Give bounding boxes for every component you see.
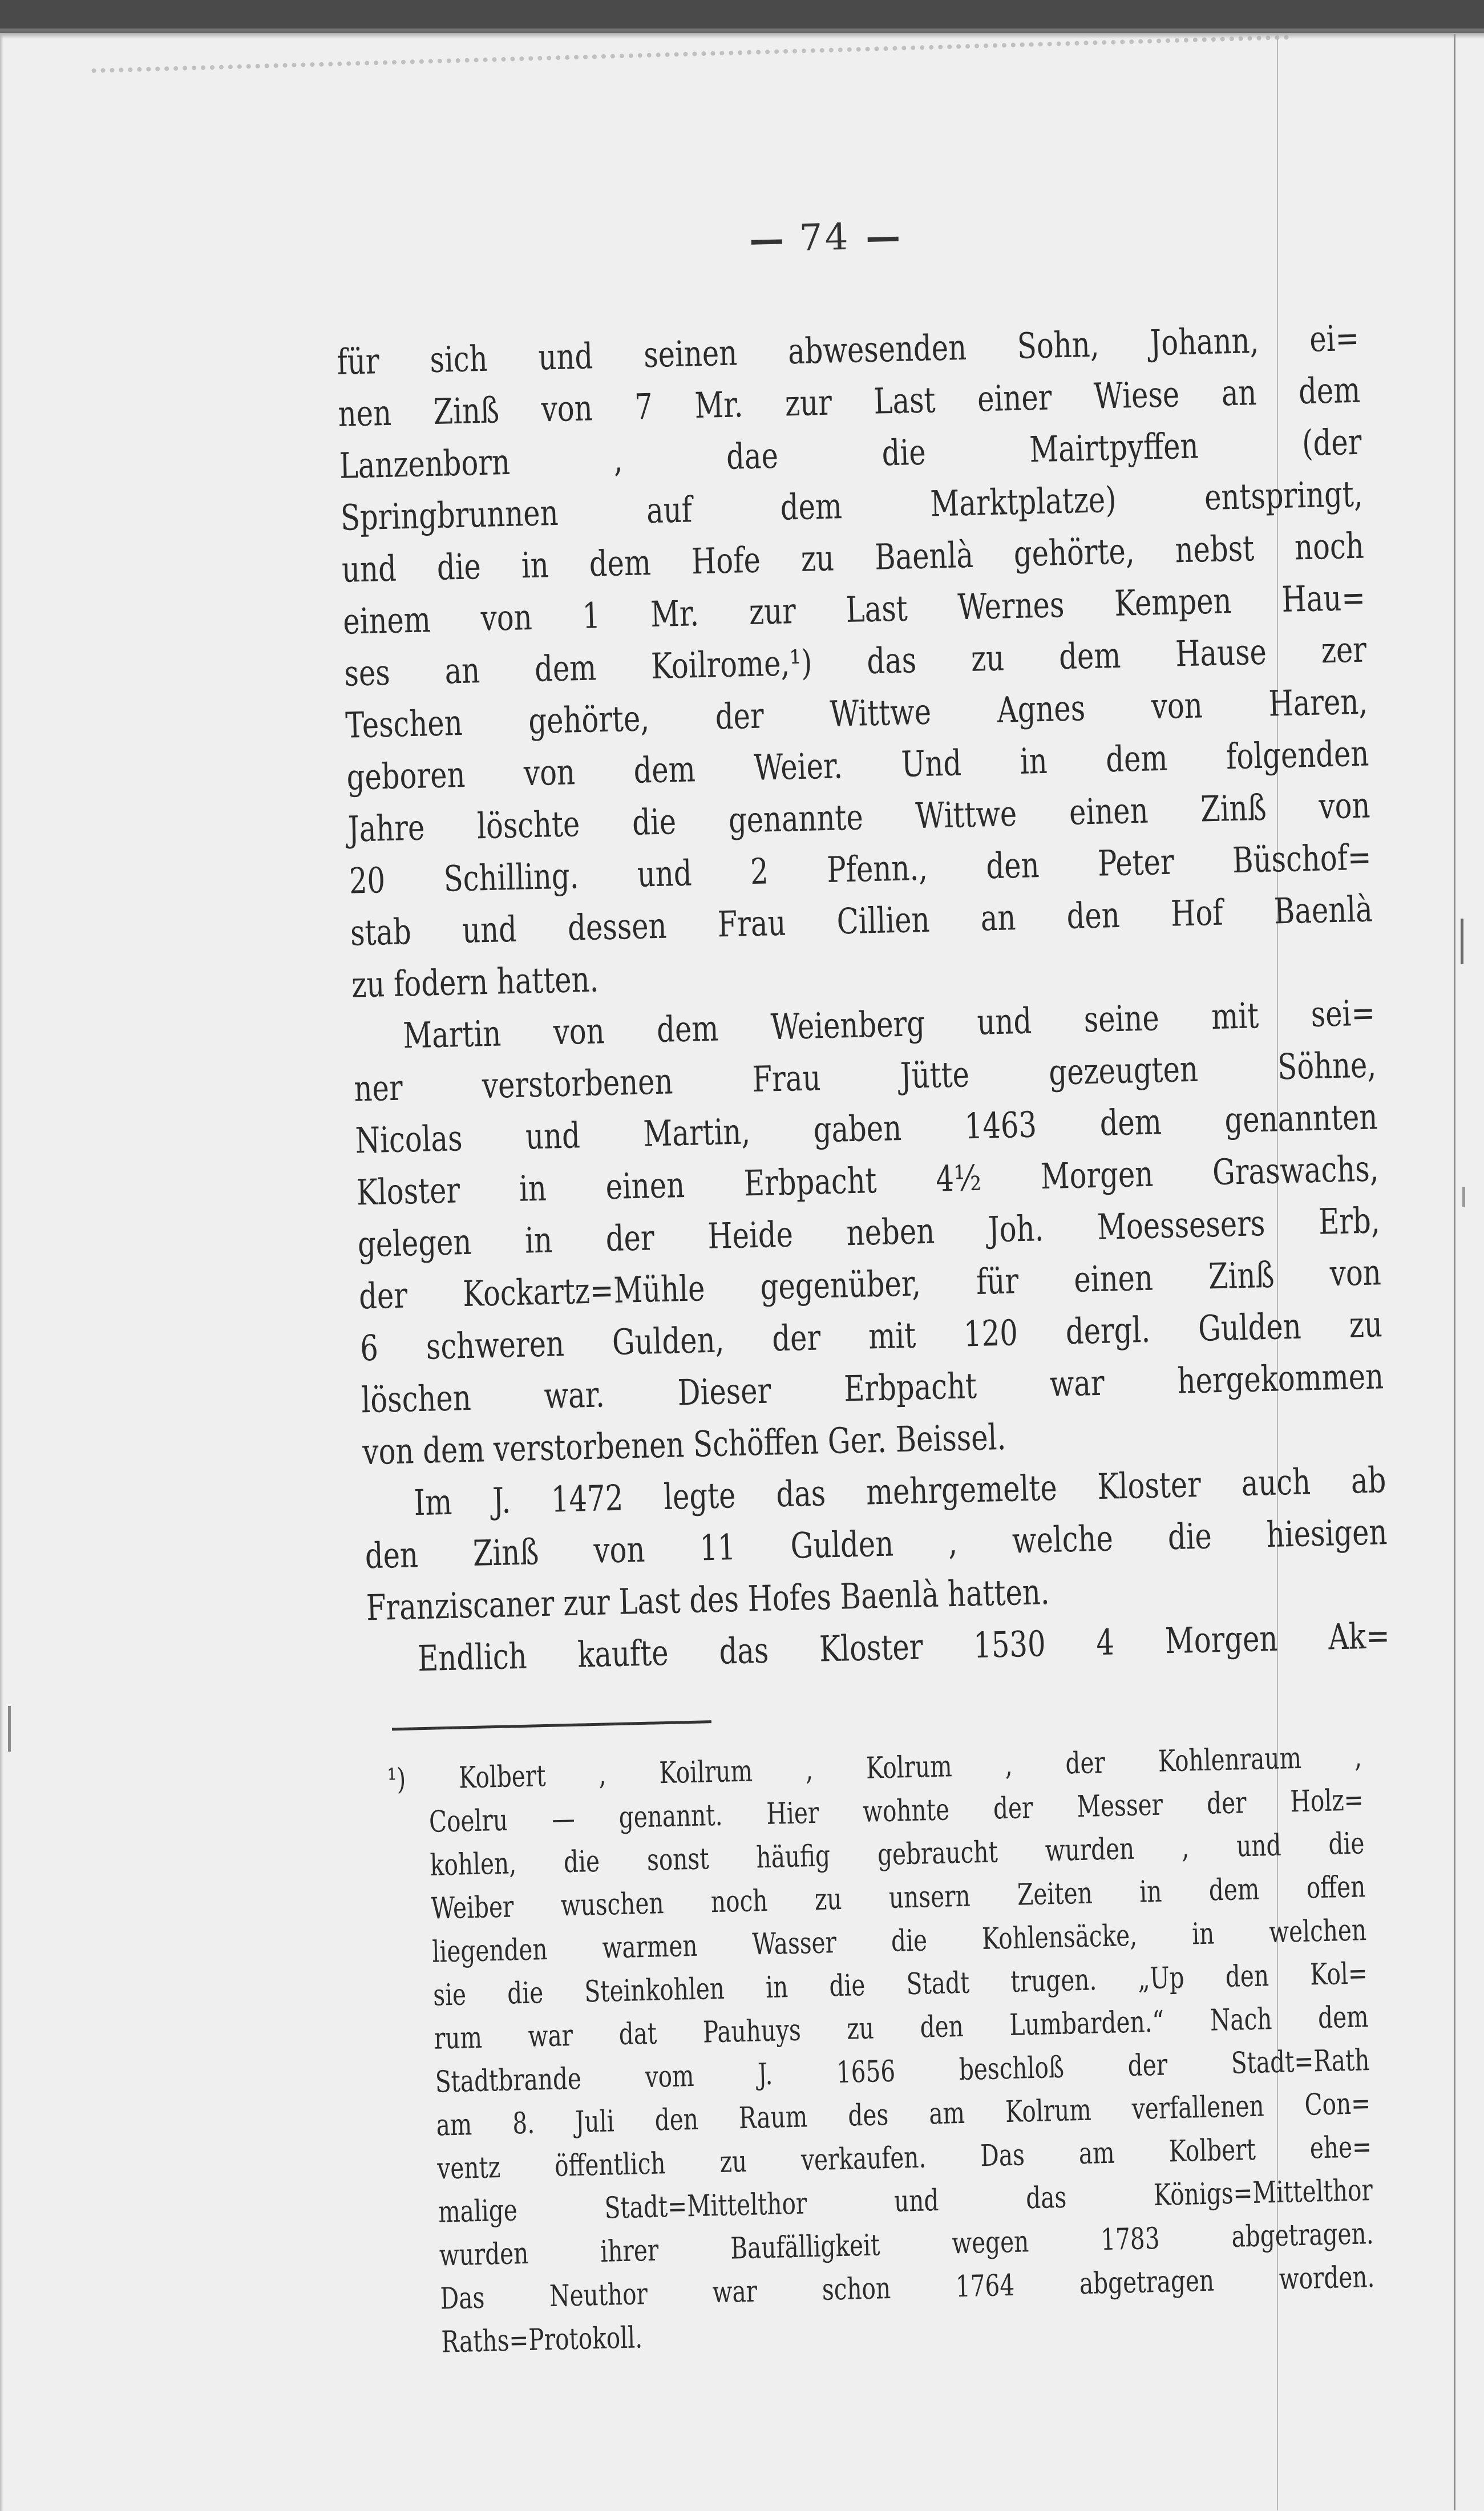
text-line: 6 schweren Gulden, der mit 120 dergl. Gulden zu [359, 1303, 1383, 1369]
text-line: Kloster in einen Erbpacht 4½ Morgen Graswachs, [355, 1147, 1380, 1214]
text-line: ner verstorbenen Frau Jütte gezeugten Söhne, [353, 1044, 1377, 1110]
text-line: Endlich kaufte das Kloster 1530 4 Morgen Ak= [417, 1615, 1390, 1680]
text-line: einem von 1 Mr. zur Last Wernes Kempen Hau= [342, 576, 1366, 642]
text-line: gelegen in der Heide neben Joh. Moessesers Erb, [357, 1199, 1381, 1265]
footnote-line: Weiber wuschen noch zu unsern Zeiten in dem offen [430, 1870, 1366, 1926]
page-left-edge [0, 34, 3, 2511]
text-line: ses an dem Koilrome,¹) das zu dem Hause zer [343, 628, 1367, 694]
footnote-line: kohlen, die sonst häufig gebraucht wurden , und die [430, 1826, 1365, 1883]
page-number [294, 204, 1356, 272]
text-line: den Zinß von 11 Gulden , welche die hiesigen [364, 1511, 1388, 1577]
footnote [387, 1734, 1405, 2364]
text-line: für sich und seinen abwesenden Sohn, Johann, ei= [336, 317, 1360, 383]
footnote-line: Coelru — genannt. Hier wohnte der Messer der Holz= [428, 1783, 1364, 1839]
text-line: Springbrunnen auf dem Marktplatze) entspringt, [340, 472, 1364, 539]
text-line: Im J. 1472 legte das mehrgemelte Kloster auch ab [413, 1459, 1387, 1524]
text-line: der Kockartz=Mühle gegenüber, für einen Zinß von [358, 1251, 1382, 1317]
text-line: Martin von dem Weienberg und seine mit sei= [402, 992, 1376, 1057]
text-line: zu fodern hatten. [351, 958, 600, 1006]
footnote-line: Raths=Protokoll. [440, 2320, 643, 2360]
footnote-text: Kolbert , Koilrum , Kolrum , der Kohlenraum , [458, 1740, 1362, 1796]
text-line: Teschen gehörte, der Wittwe Agnes von Haren, [345, 680, 1368, 746]
text-line: Franziscaner zur Last des Hofes Baenlà hatten. [366, 1571, 1050, 1629]
footnote-line: wurden ihrer Baufälligkeit wegen 1783 abgetragen. [439, 2217, 1374, 2273]
text-line: Nicolas und Martin, gaben 1463 dem genannten [354, 1095, 1378, 1162]
footnote-line: malige Stadt=Mittelthor und das Königs=Mittelthor [438, 2173, 1373, 2230]
dash-decoration [751, 239, 782, 244]
footnote-line: Das Neuthor war schon 1764 abgetragen worden. [440, 2260, 1376, 2316]
footnote-line: Stadtbrande vom J. 1656 beschloß der Stadt=Rath [435, 2043, 1370, 2100]
text-line: stab und dessen Frau Cillien an den Hof Baenlà [350, 888, 1373, 954]
text-line: nen Zinß von 7 Mr. zur Last einer Wiese an dem [337, 369, 1361, 435]
footnote-marker: ¹) [387, 1762, 406, 1797]
footnote-line: rum war dat Pauhuys zu den Lumbarden.“ Nach dem [434, 2000, 1369, 2056]
text-line: Jahre löschte die genannte Wittwe einen Zinß von [347, 784, 1371, 850]
footnote-line: sie die Steinkohlen in die Stadt trugen. „Up den Kol= [432, 1956, 1368, 2013]
footnote-separator [392, 1720, 711, 1730]
dash-decoration [867, 236, 898, 241]
footnote-line: liegenden warmen Wasser die Kohlensäcke, in welchen [431, 1913, 1367, 1970]
text-line: von dem verstorbenen Schöffen Ger. Beissel. [362, 1416, 1006, 1473]
text-line: geboren von dem Weier. Und in dem folgenden [346, 732, 1370, 798]
footnote-line: am 8. Juli den Raum des am Kolrum verfallenen Con= [435, 2087, 1371, 2143]
page-number-value: 74 [799, 216, 851, 260]
body-text [336, 312, 1389, 1686]
text-line: löschen war. Dieser Erbpacht war hergekommen [361, 1355, 1384, 1421]
page-content [334, 204, 1405, 2366]
footnote-line: ventz öffentlich zu verkaufen. Das am Kolbert ehe= [436, 2130, 1372, 2186]
margin-mark [8, 1706, 11, 1752]
margin-mark [1461, 919, 1463, 964]
margin-mark [1462, 1187, 1465, 1207]
text-line: Lanzenborn , dae die Mairtpyffen (der [338, 420, 1362, 487]
page-right-edge [1454, 34, 1455, 2510]
text-line: und die in dem Hofe zu Baenlà gehörte, nebst noch [341, 524, 1365, 591]
text-line: 20 Schilling. und 2 Pfenn., den Peter Büschof= [349, 836, 1372, 902]
